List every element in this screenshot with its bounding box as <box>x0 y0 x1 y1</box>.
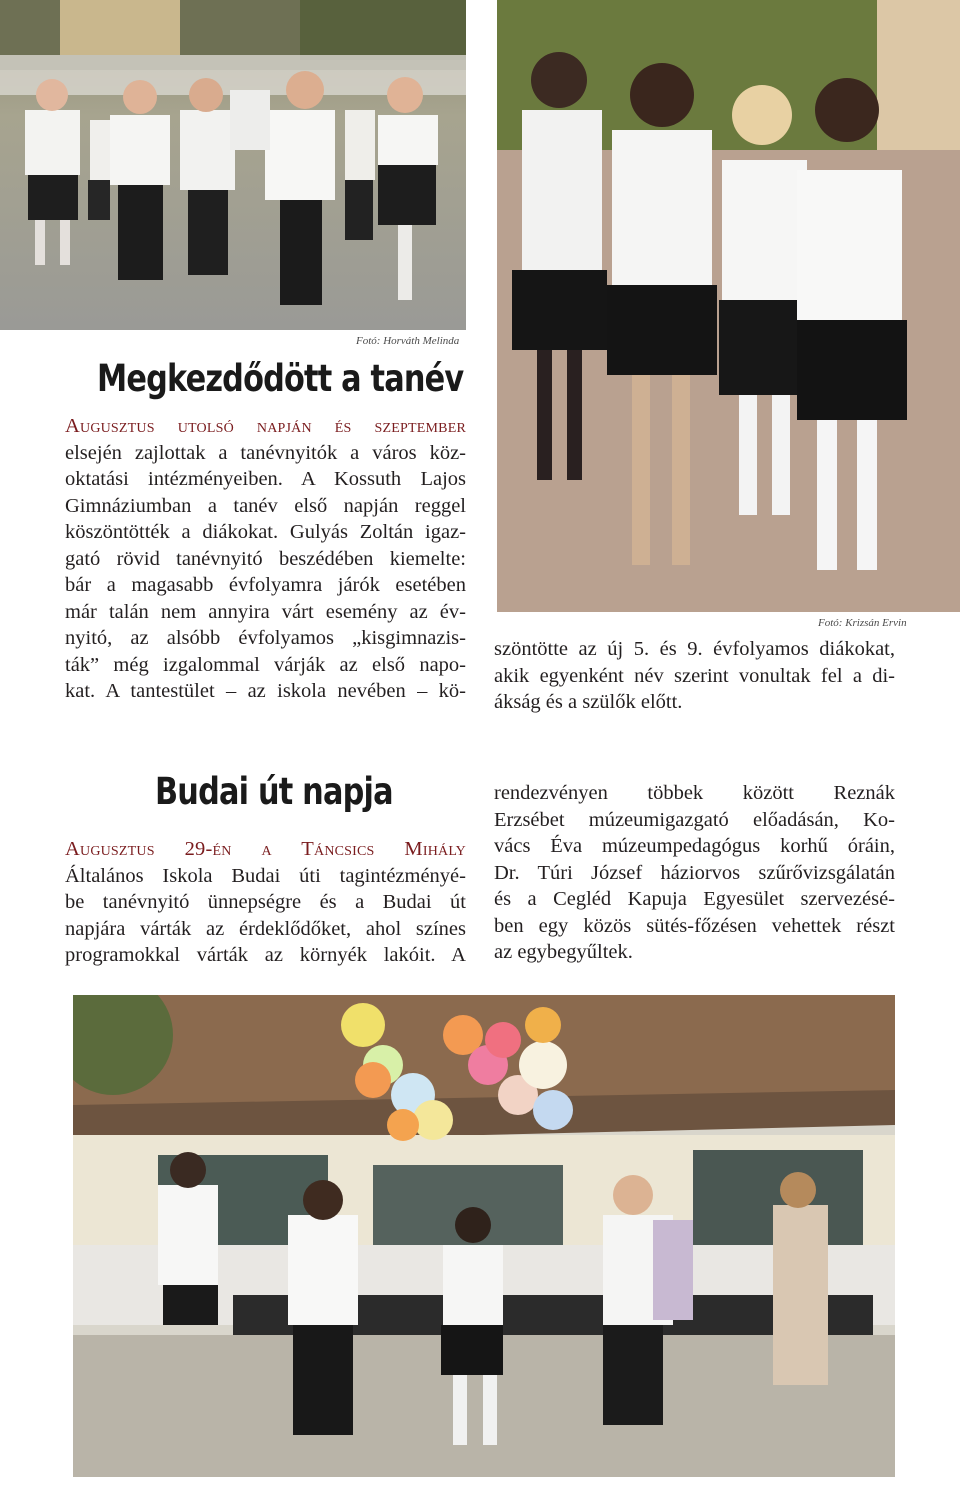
article-2-lead: Augusztus 29-én a Táncsics Mihály <box>65 838 466 860</box>
photo-dance-balloons-image <box>73 995 895 1477</box>
photo-students-marching-image <box>0 0 466 330</box>
article-2-column-1 <box>65 836 466 969</box>
article-1-text-line: bár a magasabb évfolyamra járók esetében <box>65 574 466 596</box>
photo-girls-standing <box>497 0 960 612</box>
article-2-text-line: Általános Iskola Budai úti tagintézményé- <box>65 864 466 887</box>
article-1-text-line: nyitó, az alsóbb évfolyamos „kisgimnazis- <box>65 627 466 649</box>
article-2-text-line: Dr. Túri József háziorvos szűrővizsgálatán <box>494 861 895 884</box>
article-2-text-line: ben egy közös sütés-főzésen vehettek részt <box>494 914 895 937</box>
article-1-headline: Megkezdődött a tanév <box>97 357 464 400</box>
article-1-text-line: már talán nem annyira várt esemény az év- <box>65 600 466 623</box>
article-1-column-2 <box>494 636 895 716</box>
photo-students-marching <box>0 0 466 330</box>
article-2-text-line: rendezvényen többek között Reznák <box>494 782 895 804</box>
article-1-text-line: Gimnáziumban a tanév első napján reggel <box>65 494 466 517</box>
article-1-text-line: oktatási intézményeiben. A Kossuth Lajos <box>65 468 466 490</box>
article-2-text-line: és a Cegléd Kapuja Egyesület szervezésé- <box>494 888 895 910</box>
article-2-headline: Budai út napja <box>155 770 393 813</box>
article-2-text-line: vács Éva múzeumpedagógus korhű óráin, <box>494 835 895 857</box>
article-1-text-line: köszöntötték a diákokat. Gulyás Zoltán igaz- <box>65 521 466 543</box>
article-1-text-line: ákság és a szülők előtt. <box>494 691 683 713</box>
photo-dance-balloons <box>73 995 895 1477</box>
article-1-text-line: ták” még izgalommal várják az első napo- <box>65 653 466 676</box>
article-1-text-line: kat. A tantestület – az iskola nevében – kö- <box>65 680 466 702</box>
photo-girls-standing-image <box>497 0 960 612</box>
photo-credit-left: Fotó: Horváth Melinda <box>356 335 460 347</box>
article-1-lead: Augusztus utolsó napján és szeptember <box>65 415 466 437</box>
article-1-text-line: szöntötte az új 5. és 9. évfolyamos diákokat, <box>494 638 895 660</box>
article-2-text-line: programokkal várták az környék lakóit. A <box>65 944 466 966</box>
article-1-text-line: gató rövid tanévnyitó beszédében kiemelte: <box>65 547 466 570</box>
article-2-text-line: be tanévnyitó ünnepségre és a Budai út <box>65 891 466 913</box>
article-2-text-line: napjára várták az érdeklődőket, ahol színes <box>65 917 466 940</box>
photo-credit-right: Fotó: Krizsán Ervin <box>818 617 907 629</box>
article-2-column-2 <box>494 780 895 966</box>
article-1-text-line: elsején zajlottak a tanévnyitók a város köz- <box>65 441 466 464</box>
article-1-text-line: akik egyenként név szerint vonultak fel a di- <box>494 664 895 687</box>
article-1-column-1 <box>65 413 466 705</box>
article-2-text-line: Erzsébet múzeumigazgató előadásán, Ko- <box>494 808 895 831</box>
article-2-text-line: az egybegyűltek. <box>494 941 633 963</box>
